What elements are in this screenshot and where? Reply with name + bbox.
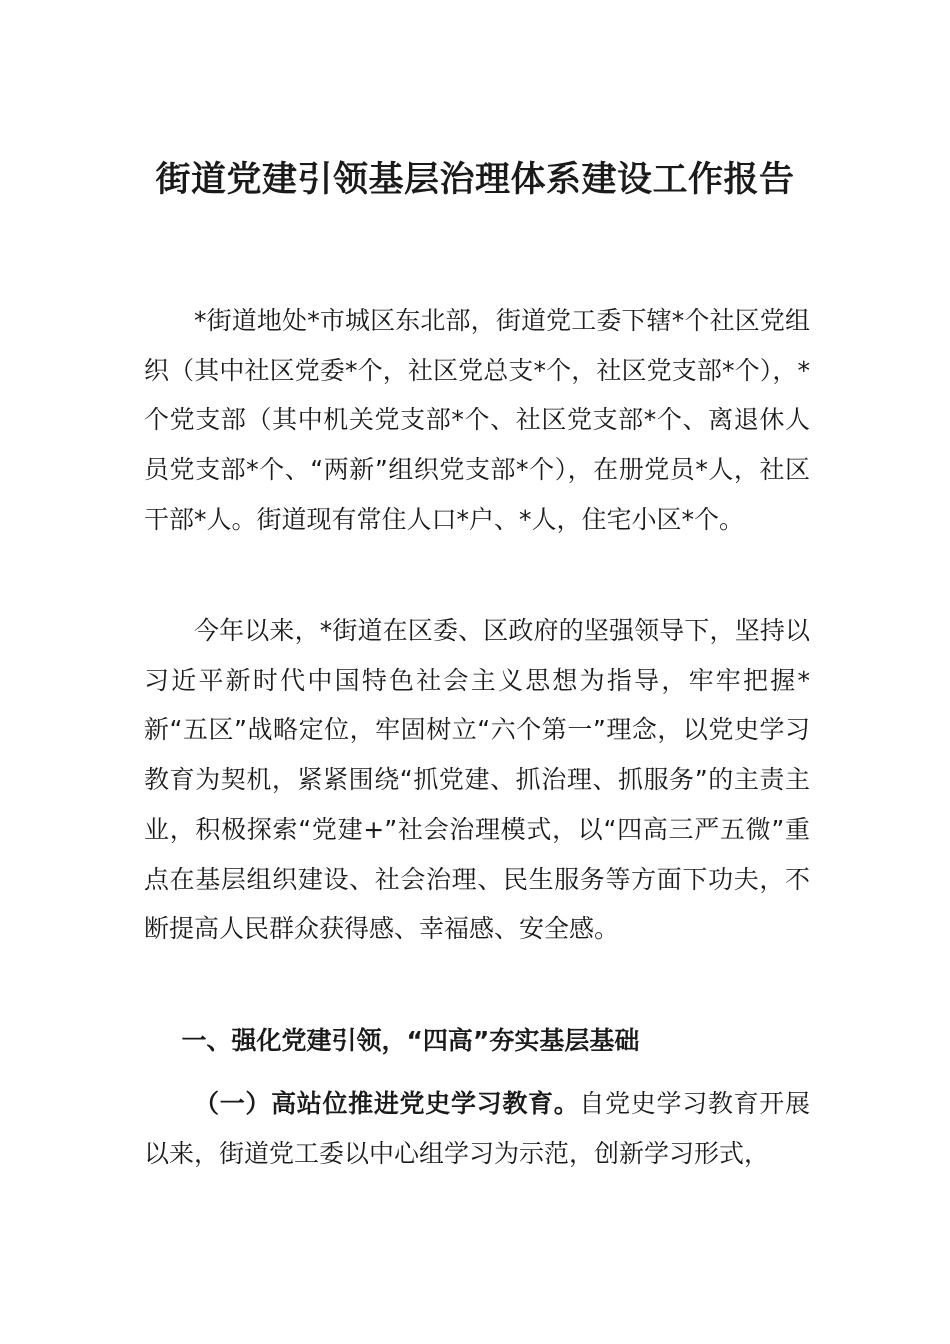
section-heading: 一、强化党建引领，“四高”夯实基层基础 <box>181 1026 640 1055</box>
paragraph-summary: 今年以来，*街道在区委、区政府的坚强领导下，坚持以习近平新时代中国特色社会主义思想为指导，牢牢把握*新“五区”战略定位，牢固树立“六个第一”理念，以党史学习教育为契机，紧紧围绕“抓党建、抓治理、抓服务”的主责主业，积极探索“党建+”社会治理模式，以“四高三严五微”重点在基层组织建设、社会治理、民生服务等方面下功夫，不断提高人民群众获得感、幸福感、安全感。 <box>144 616 810 944</box>
subsection-paragraph <box>144 1079 810 1178</box>
subsection-text: 自党史学习教育开展以来，街道党工委以中心组学习为示范，创新学习形式， <box>144 1089 810 1168</box>
subsection-lead: （一）高站位推进党史学习教育。 <box>194 1089 580 1118</box>
paragraph-overview: *街道地处*市城区东北部，街道党工委下辖*个社区党组织（其中社区党委*个，社区党总支*个，社区党支部*个），*个党支部（其中机关党支部*个、社区党支部*个、离退休人员党支部*个、“两新”组织党支部*个），在册党员*人，社区干部*人。街道现有常住人口*户、*人，住宅小区*个。 <box>144 306 810 534</box>
document-title: 街道党建引领基层治理体系建设工作报告 <box>155 160 795 200</box>
